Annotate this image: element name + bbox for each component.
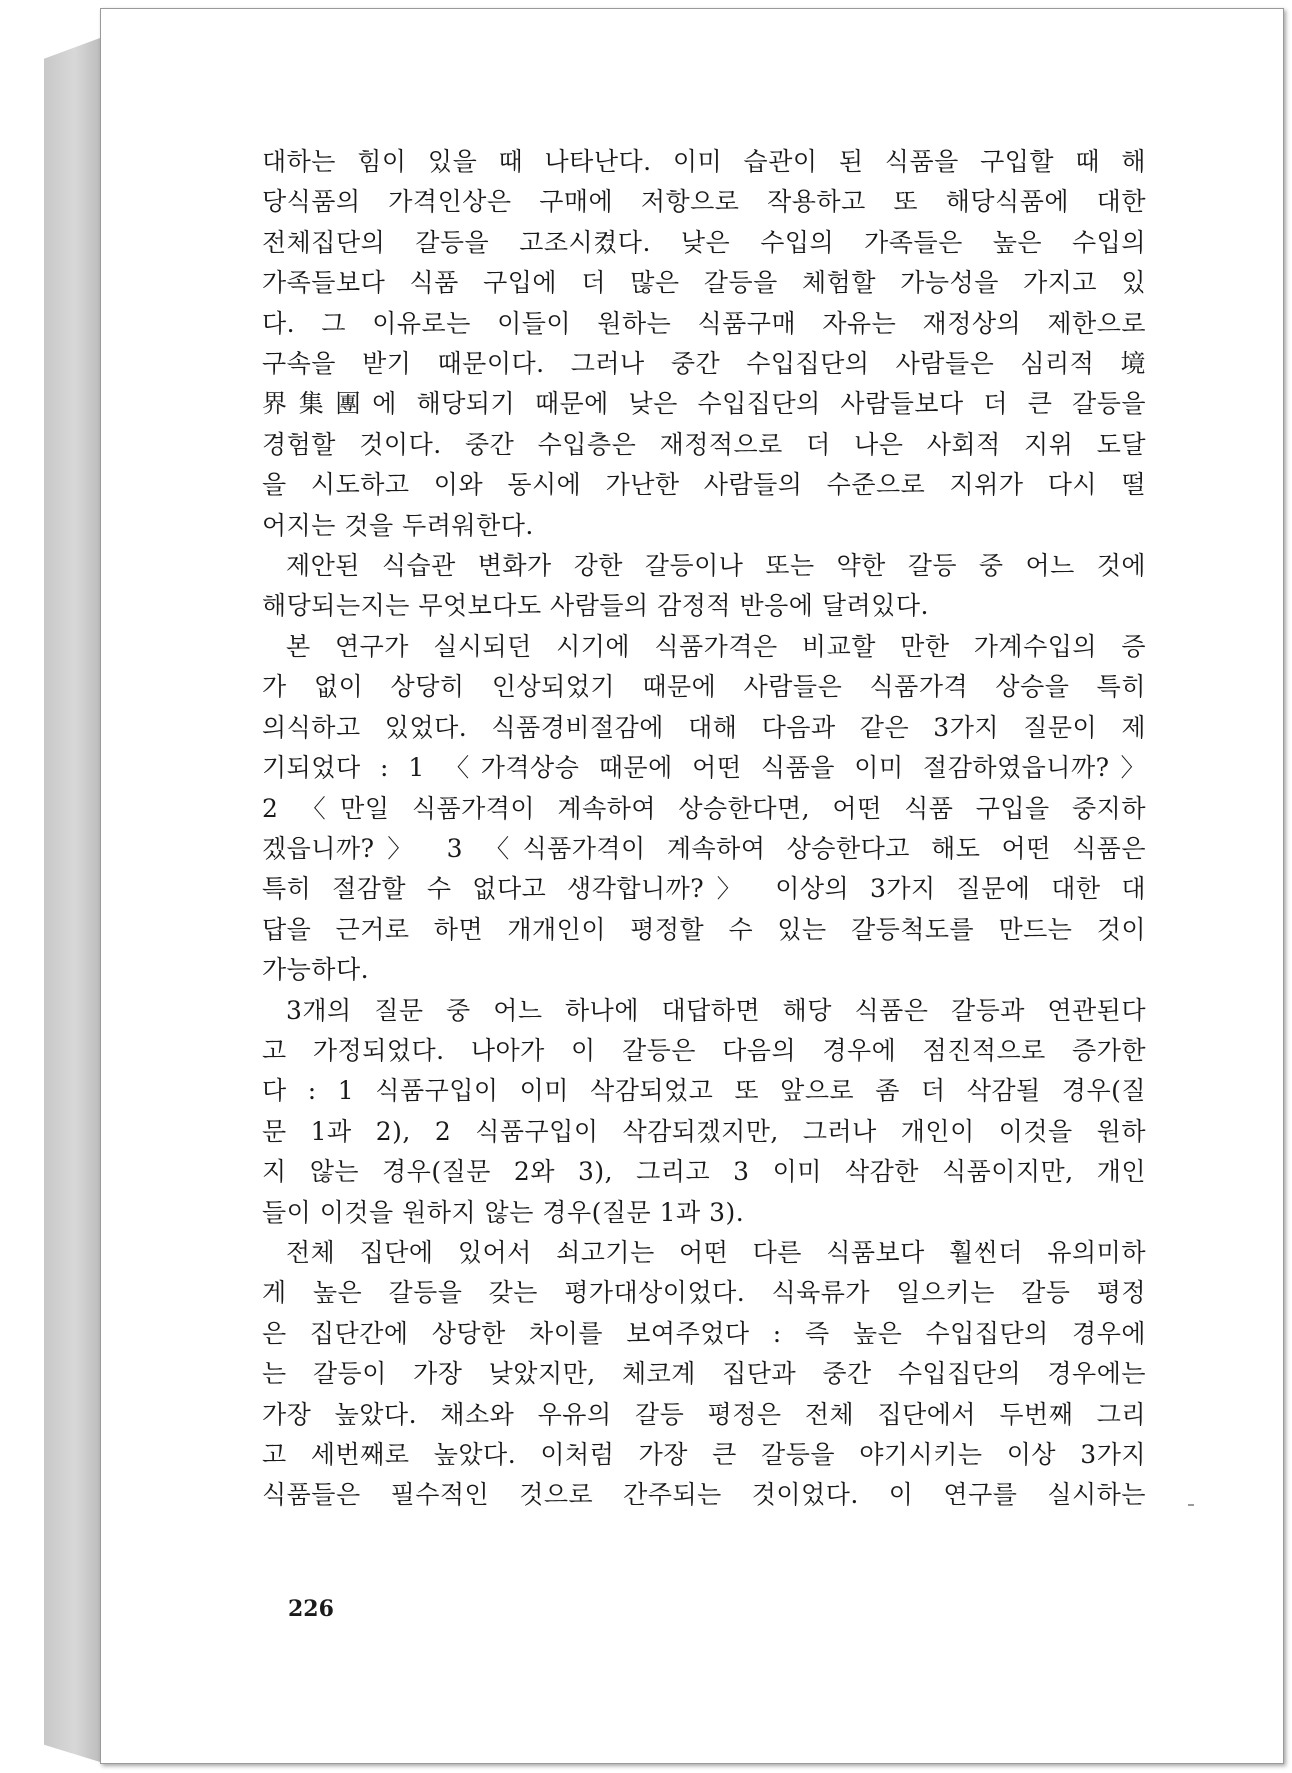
paragraph — [262, 142, 1146, 546]
text-line: 당식품의 가격인상은 구매에 저항으로 작용하고 또 해당식품에 대한 — [262, 187, 1146, 217]
text-line: 2 〈만일 식품가격이 계속하여 상승한다면, 어떤 식품 구입을 중지하 — [262, 793, 1146, 823]
text-line: 대하는 힘이 있을 때 나타난다. 이미 습관이 된 식품을 구입할 때 해 — [262, 147, 1146, 176]
text-line: 다 : 1 식품구입이 이미 삭감되었고 또 앞으로 좀 더 삭감될 경우(질 — [262, 1076, 1146, 1106]
text-line: 지 않는 경우(질문 2와 3), 그리고 3 이미 삭감한 식품이지만, 개인 — [262, 1157, 1146, 1187]
text-line: 의식하고 있었다. 식품경비절감에 대해 다음과 같은 3가지 질문이 제 — [262, 712, 1146, 742]
paragraph — [262, 991, 1146, 1233]
scan-mark — [1188, 1504, 1194, 1506]
text-line: 해당되는지는 무엇보다도 사람들의 감정적 반응에 달려있다. — [262, 591, 929, 621]
text-line: 을 시도하고 이와 동시에 가난한 사람들의 수준으로 지위가 다시 떨 — [262, 470, 1146, 500]
text-line: 전체 집단에 있어서 쇠고기는 어떤 다른 식품보다 훨씬더 유의미하 — [286, 1237, 1146, 1267]
text-line: 문 1과 2), 2 식품구입이 삭감되겠지만, 그러나 개인이 이것을 원하 — [262, 1116, 1146, 1146]
text-line: 3개의 질문 중 어느 하나에 대답하면 해당 식품은 갈등과 연관된다 — [286, 995, 1146, 1025]
text-line: 고 세번째로 높았다. 이처럼 가장 큰 갈등을 야기시키는 이상 3가지 — [262, 1440, 1146, 1469]
text-line: 기되었다 : 1 〈가격상승 때문에 어떤 식품을 이미 절감하였읍니까?〉 — [262, 753, 1146, 783]
text-line: 답을 근거로 하면 개개인이 평정할 수 있는 갈등척도를 만드는 것이 — [262, 914, 1146, 944]
text-line: 게 높은 갈등을 갖는 평가대상이었다. 식육류가 일으키는 갈등 평정 — [262, 1278, 1146, 1308]
text-line: 들이 이것을 원하지 않는 경우(질문 1과 3). — [262, 1197, 745, 1227]
text-line: 는 갈등이 가장 낮았지만, 체코계 집단과 중간 수입집단의 경우에는 — [262, 1359, 1146, 1389]
text-line: 가 없이 상당히 인상되었기 때문에 사람들은 식품가격 상승을 특히 — [262, 672, 1146, 702]
text-line: 가족들보다 식품 구입에 더 많은 갈등을 체험할 가능성을 가지고 있 — [262, 268, 1146, 298]
text-line: 가장 높았다. 채소와 우유의 갈등 평정은 전체 집단에서 두번째 그리 — [262, 1399, 1146, 1429]
text-line: 본 연구가 실시되던 시기에 식품가격은 비교할 만한 가계수입의 증 — [286, 631, 1146, 661]
text-line: 구속을 받기 때문이다. 그러나 중간 수입집단의 사람들은 심리적 境 — [262, 349, 1146, 379]
text-line: 전체집단의 갈등을 고조시켰다. 낮은 수입의 가족들은 높은 수입의 — [262, 227, 1146, 257]
text-line: 어지는 것을 두려워한다. — [262, 510, 534, 540]
page-number: 226 — [288, 1596, 334, 1622]
text-line: 가능하다. — [262, 955, 370, 985]
text-line: 식품들은 필수적인 것으로 간주되는 것이었다. 이 연구를 실시하는 — [262, 1480, 1146, 1510]
paragraph — [262, 546, 1146, 627]
text-line: 제안된 식습관 변화가 강한 갈등이나 또는 약한 갈등 중 어느 것에 — [286, 551, 1146, 581]
body-text — [262, 142, 1146, 1516]
text-line: 겠읍니까?〉 3 〈식품가격이 계속하여 상승한다고 해도 어떤 식품은 — [262, 833, 1146, 863]
text-line: 界集團에 해당되기 때문에 낮은 수입집단의 사람들보다 더 큰 갈등을 — [262, 389, 1146, 419]
text-line: 경험할 것이다. 중간 수입층은 재정적으로 더 나은 사회적 지위 도달 — [262, 429, 1146, 459]
paragraph — [262, 1233, 1146, 1516]
text-line: 다. 그 이유로는 이들이 원하는 식품구매 자유는 재정상의 제한으로 — [262, 308, 1146, 338]
book-spine — [44, 38, 100, 1762]
text-line: 은 집단간에 상당한 차이를 보여주었다 : 즉 높은 수입집단의 경우에 — [262, 1318, 1146, 1348]
text-line: 특히 절감할 수 없다고 생각합니까?〉 이상의 3가지 질문에 대한 대 — [262, 874, 1146, 904]
text-line: 고 가정되었다. 나아가 이 갈등은 다음의 경우에 점진적으로 증가한 — [262, 1035, 1146, 1065]
paragraph — [262, 627, 1146, 991]
